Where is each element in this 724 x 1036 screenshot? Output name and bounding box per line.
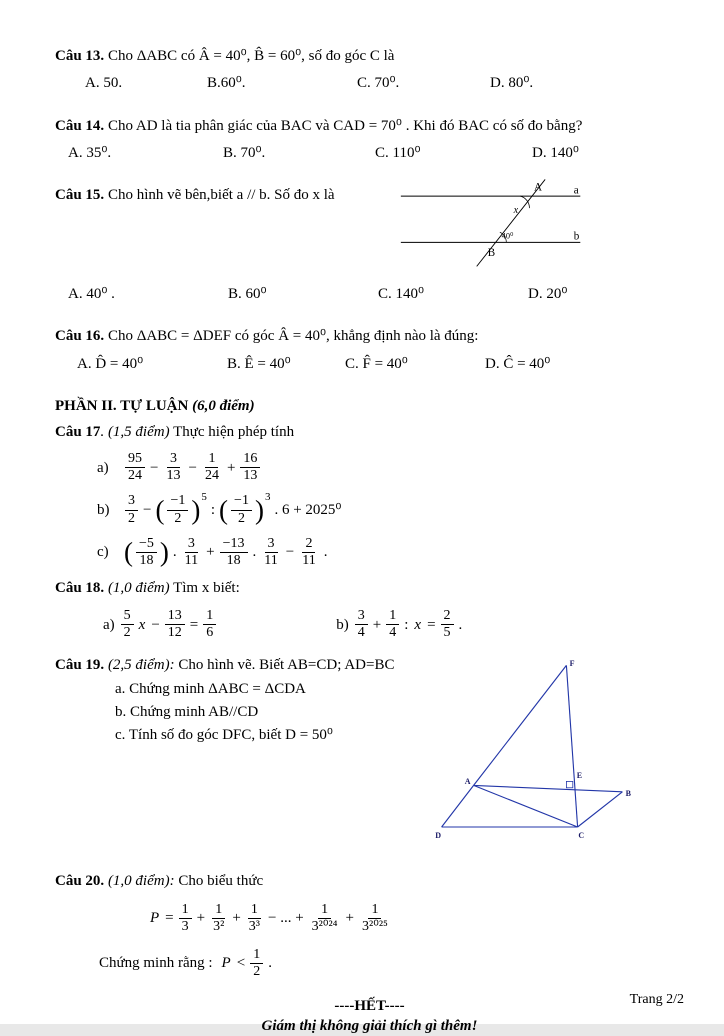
question-20-text: Cho biểu thức (174, 873, 264, 890)
question-18-label: Câu 18. (55, 579, 105, 596)
q18-expression-b (336, 608, 465, 641)
question-13-options (55, 73, 684, 93)
proctor-note: Giám thị không giải thích gì thêm! (261, 1018, 478, 1035)
point-f-label: F (569, 659, 575, 669)
q18a-id: a) (103, 616, 115, 633)
question-13-text: Cho ΔABC có Â = 40⁰, B̂ = 60⁰, số đo góc C là (104, 48, 395, 64)
het-line: ----HẾT---- (334, 997, 405, 1014)
question-14 (55, 116, 684, 136)
point-a-label: A (464, 777, 471, 787)
segment-CB (578, 792, 623, 827)
q20-math: P = $\frac{1}{3}$ + $\frac{1}{\text{3²}}$ + $\frac{1}{\text{3³}}$ − ... + $\frac{1}{\text{3²⁰²⁴}}$ + $\frac{1}{\text{3²⁰²⁵}}$ (150, 901, 388, 934)
question-14-options (55, 143, 684, 163)
question-15-options (55, 284, 684, 304)
point-e-label: E (576, 771, 583, 781)
part2-title: PHẦN II. TỰ LUẬN (55, 397, 189, 414)
q14-option-c: C. 110⁰ (375, 144, 421, 161)
q15-option-a: A. 40⁰ . (68, 286, 115, 302)
question-18-text: Tìm x biết: (169, 579, 240, 596)
question-15-text: Cho hình vẽ bên,biết a // b. Số đo x là (104, 187, 335, 203)
q17c-math: ( $\frac{-5}{18}$ ) . $\frac{3}{11}$ + $\frac{-13}{18}$ . $\frac{3}{11}$ − $\frac{2}{11}$ . (124, 535, 328, 568)
point-c-label: C (578, 831, 585, 841)
q17-expression-b (55, 493, 684, 526)
q20-proof-math: P < $\frac{1}{2}$ . (221, 946, 272, 979)
point-a-label: A (534, 181, 543, 194)
parallel-lines-diagram (399, 173, 584, 271)
question-18 (55, 578, 684, 598)
q13-option-a: A. 50. (85, 75, 123, 92)
segment-AB (474, 786, 623, 792)
question-20 (55, 871, 684, 891)
q13-option-d: D. 80⁰. (490, 75, 534, 92)
question-17-label: Câu 17 (55, 424, 101, 440)
question-19-meta: (2,5 điểm): (104, 657, 175, 674)
q16-option-d: D. Ĉ = 40⁰ (485, 355, 551, 372)
question-15-label: Câu 15. (55, 187, 105, 203)
angle-40-label: 40⁰ (501, 231, 514, 241)
angle-x-arc (520, 196, 529, 208)
q18b-math: $\frac{3}{4}$ + $\frac{1}{4}$ : x = $\frac{2}{5}$ . (353, 608, 466, 641)
q15-option-d: D. 20⁰ (528, 286, 568, 302)
question-17 (55, 422, 684, 442)
q20-proof (55, 947, 684, 980)
line-a-label: a (573, 184, 579, 197)
q17a-id: a) (97, 459, 109, 476)
q19-item-a: a. Chứng minh ΔABC = ΔCDA (115, 680, 306, 697)
question-15 (55, 181, 684, 277)
point-d-label: D (435, 831, 441, 841)
part2-meta: (6,0 điểm) (188, 397, 255, 414)
q16-option-c: C. F̂ = 40⁰ (345, 355, 408, 372)
q18a-math: $\frac{5}{2}$ x − $\frac{13}{12}$ = $\frac{1}{6}$ (119, 608, 219, 641)
q17-expression-a (55, 451, 684, 484)
q14-option-d: D. 140⁰ (532, 144, 579, 161)
q20-formula (55, 902, 684, 935)
q15-option-c: C. 140⁰ (378, 286, 425, 302)
segment-FC (566, 666, 577, 828)
right-angle-mark (566, 782, 572, 788)
q17b-math: $\frac{3}{2}$ − ( $\frac{-1}{2}$ ) 5 : ( $\frac{-1}{2}$ ) 3 . 6 + 2025⁰ (123, 493, 344, 526)
q13-option-b: B.60⁰. (207, 75, 246, 92)
q18b-id: b) (336, 616, 349, 633)
q20-proof-prefix: Chứng minh rằng : (99, 955, 213, 972)
q18-expressions (55, 608, 684, 641)
question-20-label: Câu 20. (55, 873, 105, 890)
question-14-label: Câu 14. (55, 117, 105, 134)
q14-option-b: B. 70⁰. (223, 144, 266, 161)
angle-x-label: x (513, 204, 519, 216)
segment-FA (474, 666, 567, 786)
q17a-math: $\frac{95}{24}$ − $\frac{3}{13}$ − $\frac{1}{24}$ + $\frac{16}{13}$ (123, 451, 262, 484)
question-17-meta: . (1,5 điểm) (100, 424, 170, 440)
q15-option-b: B. 60⁰ (228, 286, 267, 302)
q14-option-a: A. 35⁰. (68, 144, 112, 161)
segment-DA (442, 786, 474, 828)
q16-option-b: B. Ê = 40⁰ (227, 355, 291, 372)
question-13-label: Câu 13. (55, 48, 105, 64)
question-16-options (55, 354, 684, 374)
q17-expression-c (55, 536, 684, 569)
question-16 (55, 326, 684, 346)
q17c-id: c) (97, 544, 109, 561)
question-13 (55, 46, 684, 66)
q16-option-a: A. D̂ = 40⁰ (77, 355, 144, 372)
question-20-meta: (1,0 điểm): (104, 873, 175, 890)
segment-AC (474, 786, 578, 828)
q13-option-c: C. 70⁰. (357, 75, 400, 92)
question-14-text: Cho AD là tia phân giác của BAC và CAD = 70⁰ . Khi đó BAC có số đo bằng? (104, 117, 583, 134)
question-18-meta: (1,0 điểm) (104, 579, 170, 596)
point-b-label: B (487, 247, 496, 260)
point-b-label: B (625, 789, 631, 799)
geometry-diagram (432, 659, 632, 847)
q18-expression-a (103, 608, 218, 641)
question-16-label: Câu 16. (55, 328, 105, 345)
part2-heading (55, 396, 684, 416)
question-17-text: Thực hiện phép tính (169, 424, 295, 440)
line-b-label: b (573, 230, 580, 243)
q19-item-c: c. Tính số đo góc DFC, biết D = 50⁰ (115, 727, 333, 743)
q19-item-b: b. Chứng minh AB//CD (115, 703, 259, 720)
question-16-text: Cho ΔABC = ΔDEF có góc Â = 40⁰, khẳng định nào là đúng: (104, 328, 479, 345)
question-19 (55, 655, 684, 867)
q17b-id: b) (97, 501, 110, 518)
question-19-text: Cho hình vẽ. Biết AB=CD; AD=BC (174, 657, 395, 674)
page-number: Trang 2/2 (629, 992, 684, 1008)
question-19-label: Câu 19. (55, 657, 105, 674)
